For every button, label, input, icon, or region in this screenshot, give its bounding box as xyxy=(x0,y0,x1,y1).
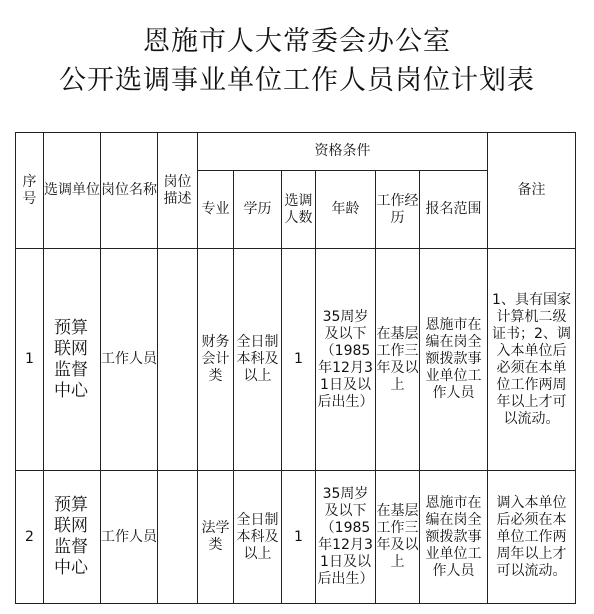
row-major: 财务会计类 xyxy=(198,249,234,471)
row-age: 35周岁及以下（1985年12月31日及以后出生） xyxy=(316,249,376,471)
header-row-1 xyxy=(16,133,576,171)
row-position-name: 工作人员 xyxy=(101,471,158,604)
row-scope: 恩施市在编在岗全额拨款事业单位工作人员 xyxy=(420,249,488,471)
header-position-name: 岗位名称 xyxy=(101,133,158,249)
header-position-desc: 岗位描述 xyxy=(158,133,198,249)
row-position-desc xyxy=(158,471,198,604)
header-major: 专业 xyxy=(198,171,234,249)
row-seq: 2 xyxy=(16,471,44,604)
row-unit: 预算联网监督中心 xyxy=(44,471,101,604)
row-major: 法学类 xyxy=(198,471,234,604)
header-seq: 序号 xyxy=(16,133,44,249)
table-row xyxy=(16,249,576,471)
table-row xyxy=(16,471,576,604)
position-plan-table xyxy=(15,132,576,604)
document-title-line2: 公开选调事业单位工作人员岗位计划表 xyxy=(59,65,535,96)
row-count: 1 xyxy=(282,249,316,471)
header-experience: 工作经历 xyxy=(376,171,420,249)
document-title-line1: 恩施市人大常委会办公室 xyxy=(143,26,451,57)
header-unit: 选调单位 xyxy=(44,133,101,249)
row-seq: 1 xyxy=(16,249,44,471)
row-position-name: 工作人员 xyxy=(101,249,158,471)
header-remarks: 备注 xyxy=(488,133,576,249)
row-count: 1 xyxy=(282,471,316,604)
header-education: 学历 xyxy=(234,171,282,249)
row-scope: 恩施市在编在岗全额拨款事业单位工作人员 xyxy=(420,471,488,604)
header-qualifications: 资格条件 xyxy=(198,133,488,171)
row-remarks: 调入本单位后必须在本单位工作两周年以上才可以流动。 xyxy=(488,471,576,604)
row-experience: 在基层工作三年及以上 xyxy=(376,249,420,471)
header-count: 选调人数 xyxy=(282,171,316,249)
row-education: 全日制本科及以上 xyxy=(234,471,282,604)
row-education: 全日制本科及以上 xyxy=(234,249,282,471)
row-age: 35周岁及以下（1985年12月31日及以后出生） xyxy=(316,471,376,604)
header-scope: 报名范围 xyxy=(420,171,488,249)
row-experience: 在基层工作三年及以上 xyxy=(376,471,420,604)
header-age: 年龄 xyxy=(316,171,376,249)
row-unit: 预算联网监督中心 xyxy=(44,249,101,471)
row-position-desc xyxy=(158,249,198,471)
row-remarks: 1、具有国家计算机二级证书；2、调入本单位后必须在本单位工作两周年以上才可以流动。 xyxy=(488,249,576,471)
